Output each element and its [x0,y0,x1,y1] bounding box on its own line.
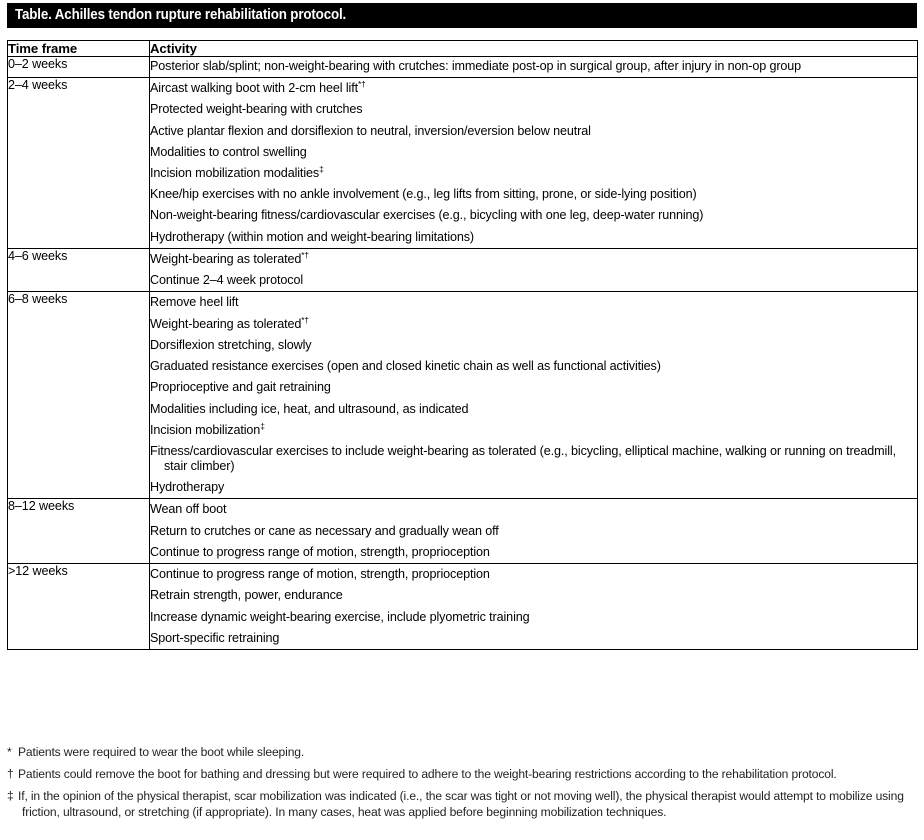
activity-item: Retrain strength, power, endurance [150,588,343,603]
activity-item: Incision mobilization modalities‡ [150,163,324,180]
activity-item: Weight-bearing as tolerated*† [150,249,309,266]
footnote-marker: * [7,745,12,759]
activity-item: Fitness/cardiovascular exercises to include weight-bearing as tolerated (e.g., bicycling, elliptical machine, walking or running on treadmill, stair climber) [150,444,896,473]
activity-item: Continue 2–4 week protocol [150,273,304,288]
activity-item: Weight-bearing as tolerated*† [150,314,309,331]
activity-item: Hydrotherapy [150,480,225,495]
activity-cell [150,563,918,649]
column-header-time-frame: Time frame [8,41,150,57]
activity-item: Increase dynamic weight-bearing exercise, include plyometric training [150,609,530,624]
footnotes [7,745,919,827]
footnote-text: If, in the opinion of the physical therapist, scar mobilization was indicated (i.e., the scar was tight or not moving well), the physical therapist would attempt to mobilize using friction, ultrasound, or stretching (if appropriate). In many cases, heat was applied before beginning mobilization techniques. [18,789,904,819]
table-row [8,563,918,649]
activity-item: Continue to progress range of motion, strength, proprioception [150,567,490,582]
footnote [7,745,919,767]
footnote-text: Patients could remove the boot for bathing and dressing but were required to adhere to the weight-bearing restrictions according to the rehabilitation protocol. [18,767,837,782]
activity-item: Active plantar flexion and dorsiflexion to neutral, inversion/eversion below neutral [150,123,591,138]
footnote-marker: *† [301,249,309,260]
footnote-marker: ‡ [7,789,14,804]
table-row [8,57,918,78]
activity-list [150,292,917,498]
table-row [8,499,918,564]
time-frame-cell: 8–12 weeks [8,499,150,564]
activity-item: Hydrotherapy (within motion and weight-bearing limitations) [150,229,475,244]
activity-item: Protected weight-bearing with crutches [150,102,363,117]
time-frame-cell: 0–2 weeks [8,57,150,78]
time-frame-cell: 2–4 weeks [8,77,150,248]
activity-list [150,57,917,77]
table-title-bar [7,3,917,28]
table-row [8,248,918,291]
activity-item: Modalities to control swelling [150,144,307,159]
footnote [7,789,919,826]
time-frame-cell: >12 weeks [8,563,150,649]
rehabilitation-protocol-table [7,40,918,650]
table-body [8,57,918,650]
activity-list [150,78,917,248]
activity-item: Aircast walking boot with 2-cm heel lift*† [150,78,366,96]
activity-item: Remove heel lift [150,295,239,310]
time-frame-cell: 6–8 weeks [8,292,150,499]
activity-item: Graduated resistance exercises (open and closed kinetic chain as well as functional activities) [150,359,661,374]
activity-cell [150,77,918,248]
table-row [8,77,918,248]
activity-item: Continue to progress range of motion, strength, proprioception [150,544,490,559]
activity-item: Proprioceptive and gait retraining [150,380,331,395]
activity-item: Non-weight-bearing fitness/cardiovascular exercises (e.g., bicycling with one leg, deep-water running) [150,208,704,223]
activity-item: Knee/hip exercises with no ankle involvement (e.g., leg lifts from sitting, prone, or side-lying position) [150,187,697,202]
footnote-marker: *† [301,314,309,325]
column-header-activity: Activity [150,41,918,57]
table-title: Table. Achilles tendon rupture rehabilitation protocol. [15,7,347,24]
footnote-marker: *† [357,78,366,89]
activity-item: Modalities including ice, heat, and ultrasound, as indicated [150,401,469,416]
table-header [8,41,918,57]
footnote [7,767,919,789]
activity-cell [150,292,918,499]
table-header-row [8,41,918,57]
activity-item: Sport-specific retraining [150,630,280,645]
footnote-marker: ‡ [260,420,265,431]
activity-cell [150,499,918,564]
footnote-text: Patients were required to wear the boot while sleeping. [18,745,305,759]
time-frame-cell: 4–6 weeks [8,248,150,291]
activity-item: Return to crutches or cane as necessary and gradually wean off [150,523,499,538]
activity-cell [150,248,918,291]
activity-item: Dorsiflexion stretching, slowly [150,337,312,352]
activity-item: Incision mobilization‡ [150,420,265,437]
activity-list [150,499,917,563]
activity-item: Posterior slab/splint; non-weight-bearing with crutches: immediate post-op in surgical group, after injury in non-op group [150,59,802,74]
activity-list [150,564,917,649]
activity-list [150,249,917,291]
activity-cell [150,57,918,78]
activity-item: Wean off boot [150,502,227,517]
table-row [8,292,918,499]
footnote-marker: ‡ [319,163,324,174]
footnote-marker: † [7,767,14,782]
